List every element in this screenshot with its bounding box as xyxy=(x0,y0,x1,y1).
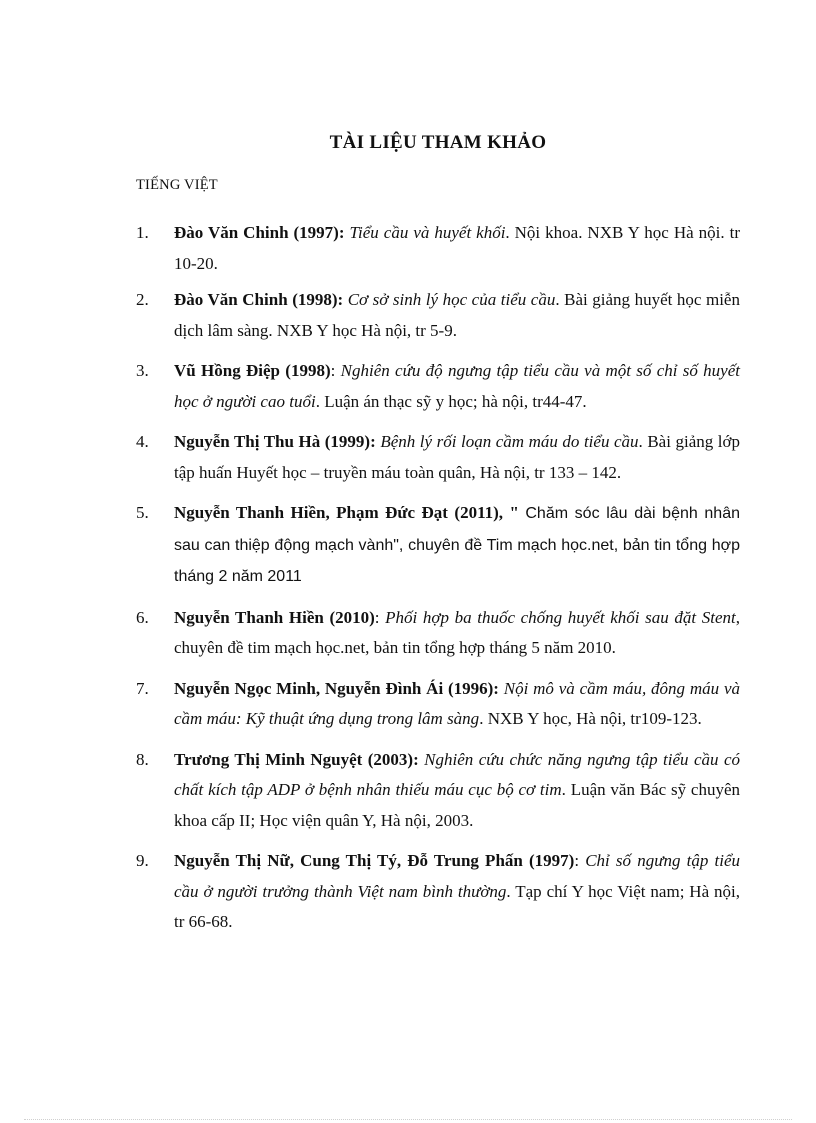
reference-title: Bệnh lý rối loạn cầm máu do tiểu cầu xyxy=(380,432,639,451)
reference-title: Chăm sóc lâu dài bệnh nhân sau can thiệp động mạch vành", chuyên đề Tim mạch học.net, bản tin tổng hợp tháng 2 năm 2011 xyxy=(174,505,740,585)
reference-number: 5. xyxy=(136,503,149,522)
reference-title: Nội mô và cầm máu, đông máu và cầm máu: Kỹ thuật ứng dụng trong lâm sàng xyxy=(174,678,741,728)
reference-item: 9. Nguyễn Thị Nữ, Cung Thị Tý, Đỗ Trung Phấn (1997): Chỉ số ngưng tập tiểu cầu ở người trưởng thành Việt nam bình thường. Tạp chí Y học Việt nam; Hà nội, tr 66-68. xyxy=(136,846,740,938)
reference-title: Chỉ số ngưng tập tiểu cầu ở người trưởng thành Việt nam bình thường xyxy=(174,851,740,901)
reference-item xyxy=(136,285,740,346)
reference-title: Phối hợp ba thuốc chống huyết khối sau đặt Stent xyxy=(385,607,736,627)
reference-list xyxy=(136,218,740,938)
reference-authors: Nguyễn Thanh Hiền, Phạm Đức Đạt (2011), " xyxy=(174,503,519,522)
reference-item: 3. Vũ Hồng Điệp (1998): Nghiên cứu độ ngưng tập tiểu cầu và một số chỉ số huyết học ở người cao tuổi. Luận án thạc sỹ y học; hà nội, tr44-47. xyxy=(136,356,740,417)
reference-authors: Đào Văn Chinh (1998): xyxy=(174,290,344,309)
reference-item xyxy=(136,674,740,735)
reference-item xyxy=(136,498,740,593)
reference-details: . Nội khoa. NXB Y học Hà nội. tr 10-20. xyxy=(174,223,740,273)
reference-item xyxy=(136,745,740,837)
reference-authors: Trương Thị Minh Nguyệt (2003): xyxy=(174,749,419,769)
reference-item xyxy=(136,218,740,279)
reference-number: 8. xyxy=(136,749,149,769)
reference-number: 3. xyxy=(136,361,149,380)
reference-title: Nghiên cứu chức năng ngưng tập tiểu cầu có chất kích tập ADP ở bệnh nhân thiếu máu cục bộ cơ tim xyxy=(174,749,740,799)
reference-title: Tiểu cầu và huyết khối xyxy=(349,223,506,242)
reference-details: . NXB Y học, Hà nội, tr109-123. xyxy=(479,709,702,728)
page-bottom-divider xyxy=(24,1119,792,1120)
reference-authors: Nguyễn Thanh Hiền (2010) xyxy=(174,607,375,627)
reference-details: . Bài giảng huyết học miễn dịch lâm sàng. NXB Y học Hà nội, tr 5-9. xyxy=(174,290,740,340)
reference-details: . Bài giảng lớp tập huấn Huyết học – truyền máu toàn quân, Hà nội, tr 133 – 142. xyxy=(174,432,741,482)
reference-authors: Đào Văn Chinh (1997): xyxy=(174,223,345,242)
reference-item: 6. Nguyễn Thanh Hiền (2010): Phối hợp ba thuốc chống huyết khối sau đặt Stent, chuyên đề tim mạch học.net, bản tin tổng hợp tháng 5 năm 2010. xyxy=(136,603,740,664)
reference-authors: Nguyễn Thị Nữ, Cung Thị Tý, Đỗ Trung Phấn (1997) xyxy=(174,851,575,870)
reference-details: , chuyên đề tim mạch học.net, bản tin tổng hợp tháng 5 năm 2010. xyxy=(174,607,740,657)
reference-authors: Nguyễn Thị Thu Hà (1999): xyxy=(174,432,376,451)
reference-number: 1. xyxy=(136,223,149,242)
reference-number: 6. xyxy=(136,607,149,627)
reference-details: . Luận án thạc sỹ y học; hà nội, tr44-47. xyxy=(315,391,587,411)
reference-number: 2. xyxy=(136,290,149,309)
reference-authors: Vũ Hồng Điệp (1998) xyxy=(174,361,331,380)
reference-number: 7. xyxy=(136,678,149,698)
reference-details: . Luận văn Bác sỹ chuyên khoa cấp II; Học viện quân Y, Hà nội, 2003. xyxy=(174,780,740,830)
section-heading: TIẾNG VIỆT xyxy=(136,177,218,193)
reference-title: Cơ sở sinh lý học của tiểu cầu xyxy=(347,290,556,309)
page-title: TÀI LIỆU THAM KHẢO xyxy=(329,132,547,153)
reference-number: 4. xyxy=(136,432,149,451)
reference-number: 9. xyxy=(136,851,149,870)
reference-title: Nghiên cứu độ ngưng tập tiểu cầu và một số chỉ số huyết học ở người cao tuổi xyxy=(174,361,740,411)
reference-item xyxy=(136,427,740,488)
reference-details: . Tạp chí Y học Việt nam; Hà nội, tr 66-68. xyxy=(174,881,740,931)
reference-authors: Nguyễn Ngọc Minh, Nguyễn Đình Ái (1996): xyxy=(174,678,499,698)
